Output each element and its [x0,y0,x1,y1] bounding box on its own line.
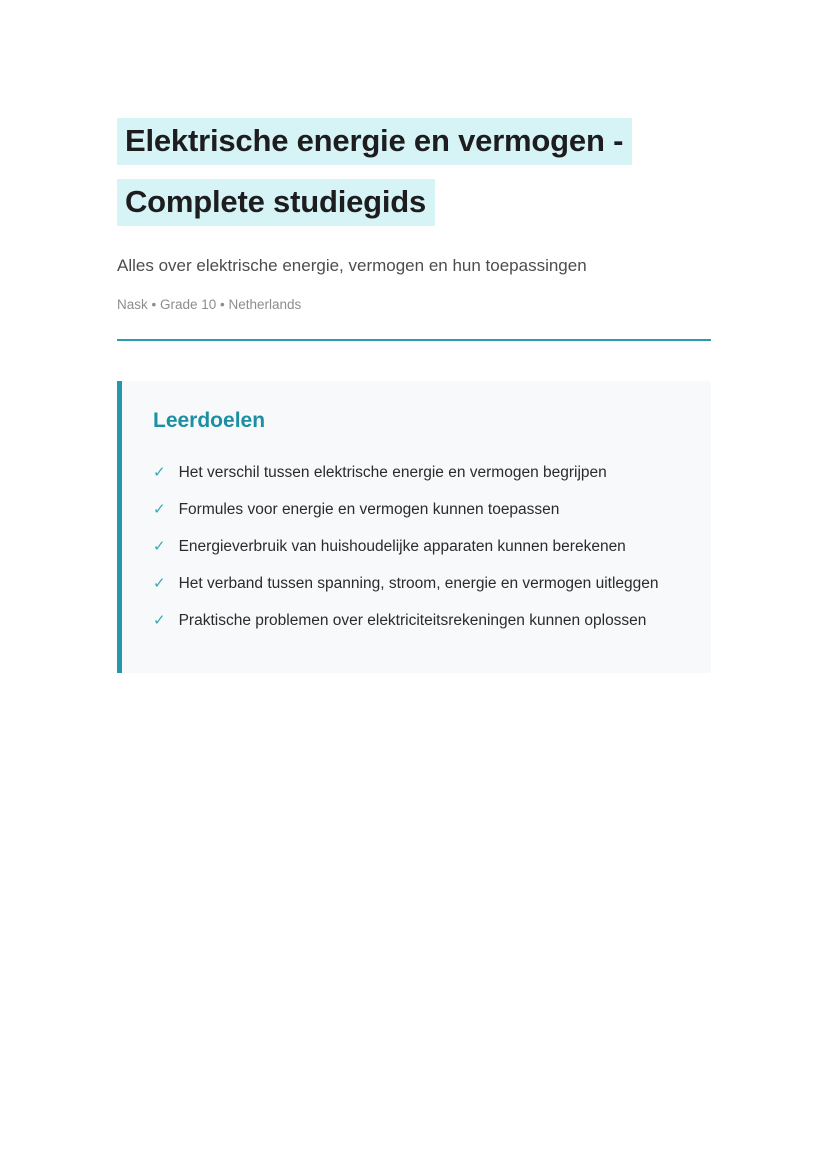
page-subtitle: Alles over elektrische energie, vermogen en hun toepassingen [117,256,587,275]
objective-text: Het verband tussen spanning, stroom, energie en vermogen uitleggen [178,575,659,592]
list-item [153,537,681,557]
checkmark-icon: ✓ [153,501,166,518]
checkmark-icon: ✓ [153,464,166,481]
page-metadata: Nask • Grade 10 • Netherlands [117,297,302,312]
content-column [117,0,711,673]
page-title [117,0,711,232]
checkmark-icon: ✓ [153,575,166,592]
objectives-card [117,381,711,673]
objective-text: Energieverbruik van huishoudelijke apparaten kunnen berekenen [178,538,626,555]
page-title-highlight: Elektrische energie en vermogen - Complete studiegids [117,118,632,226]
checkmark-icon: ✓ [153,538,166,555]
list-item [153,574,681,594]
objectives-list [153,463,681,631]
checkmark-icon: ✓ [153,612,166,629]
list-item [153,463,681,483]
objective-text: Het verschil tussen elektrische energie en vermogen begrijpen [178,464,607,481]
objective-text: Formules voor energie en vermogen kunnen toepassen [178,501,560,518]
objectives-heading: Leerdoelen [153,409,266,432]
list-item [153,500,681,520]
divider-line [117,339,711,341]
objective-text: Praktische problemen over elektriciteitsrekeningen kunnen oplossen [178,612,647,629]
list-item [153,611,681,631]
